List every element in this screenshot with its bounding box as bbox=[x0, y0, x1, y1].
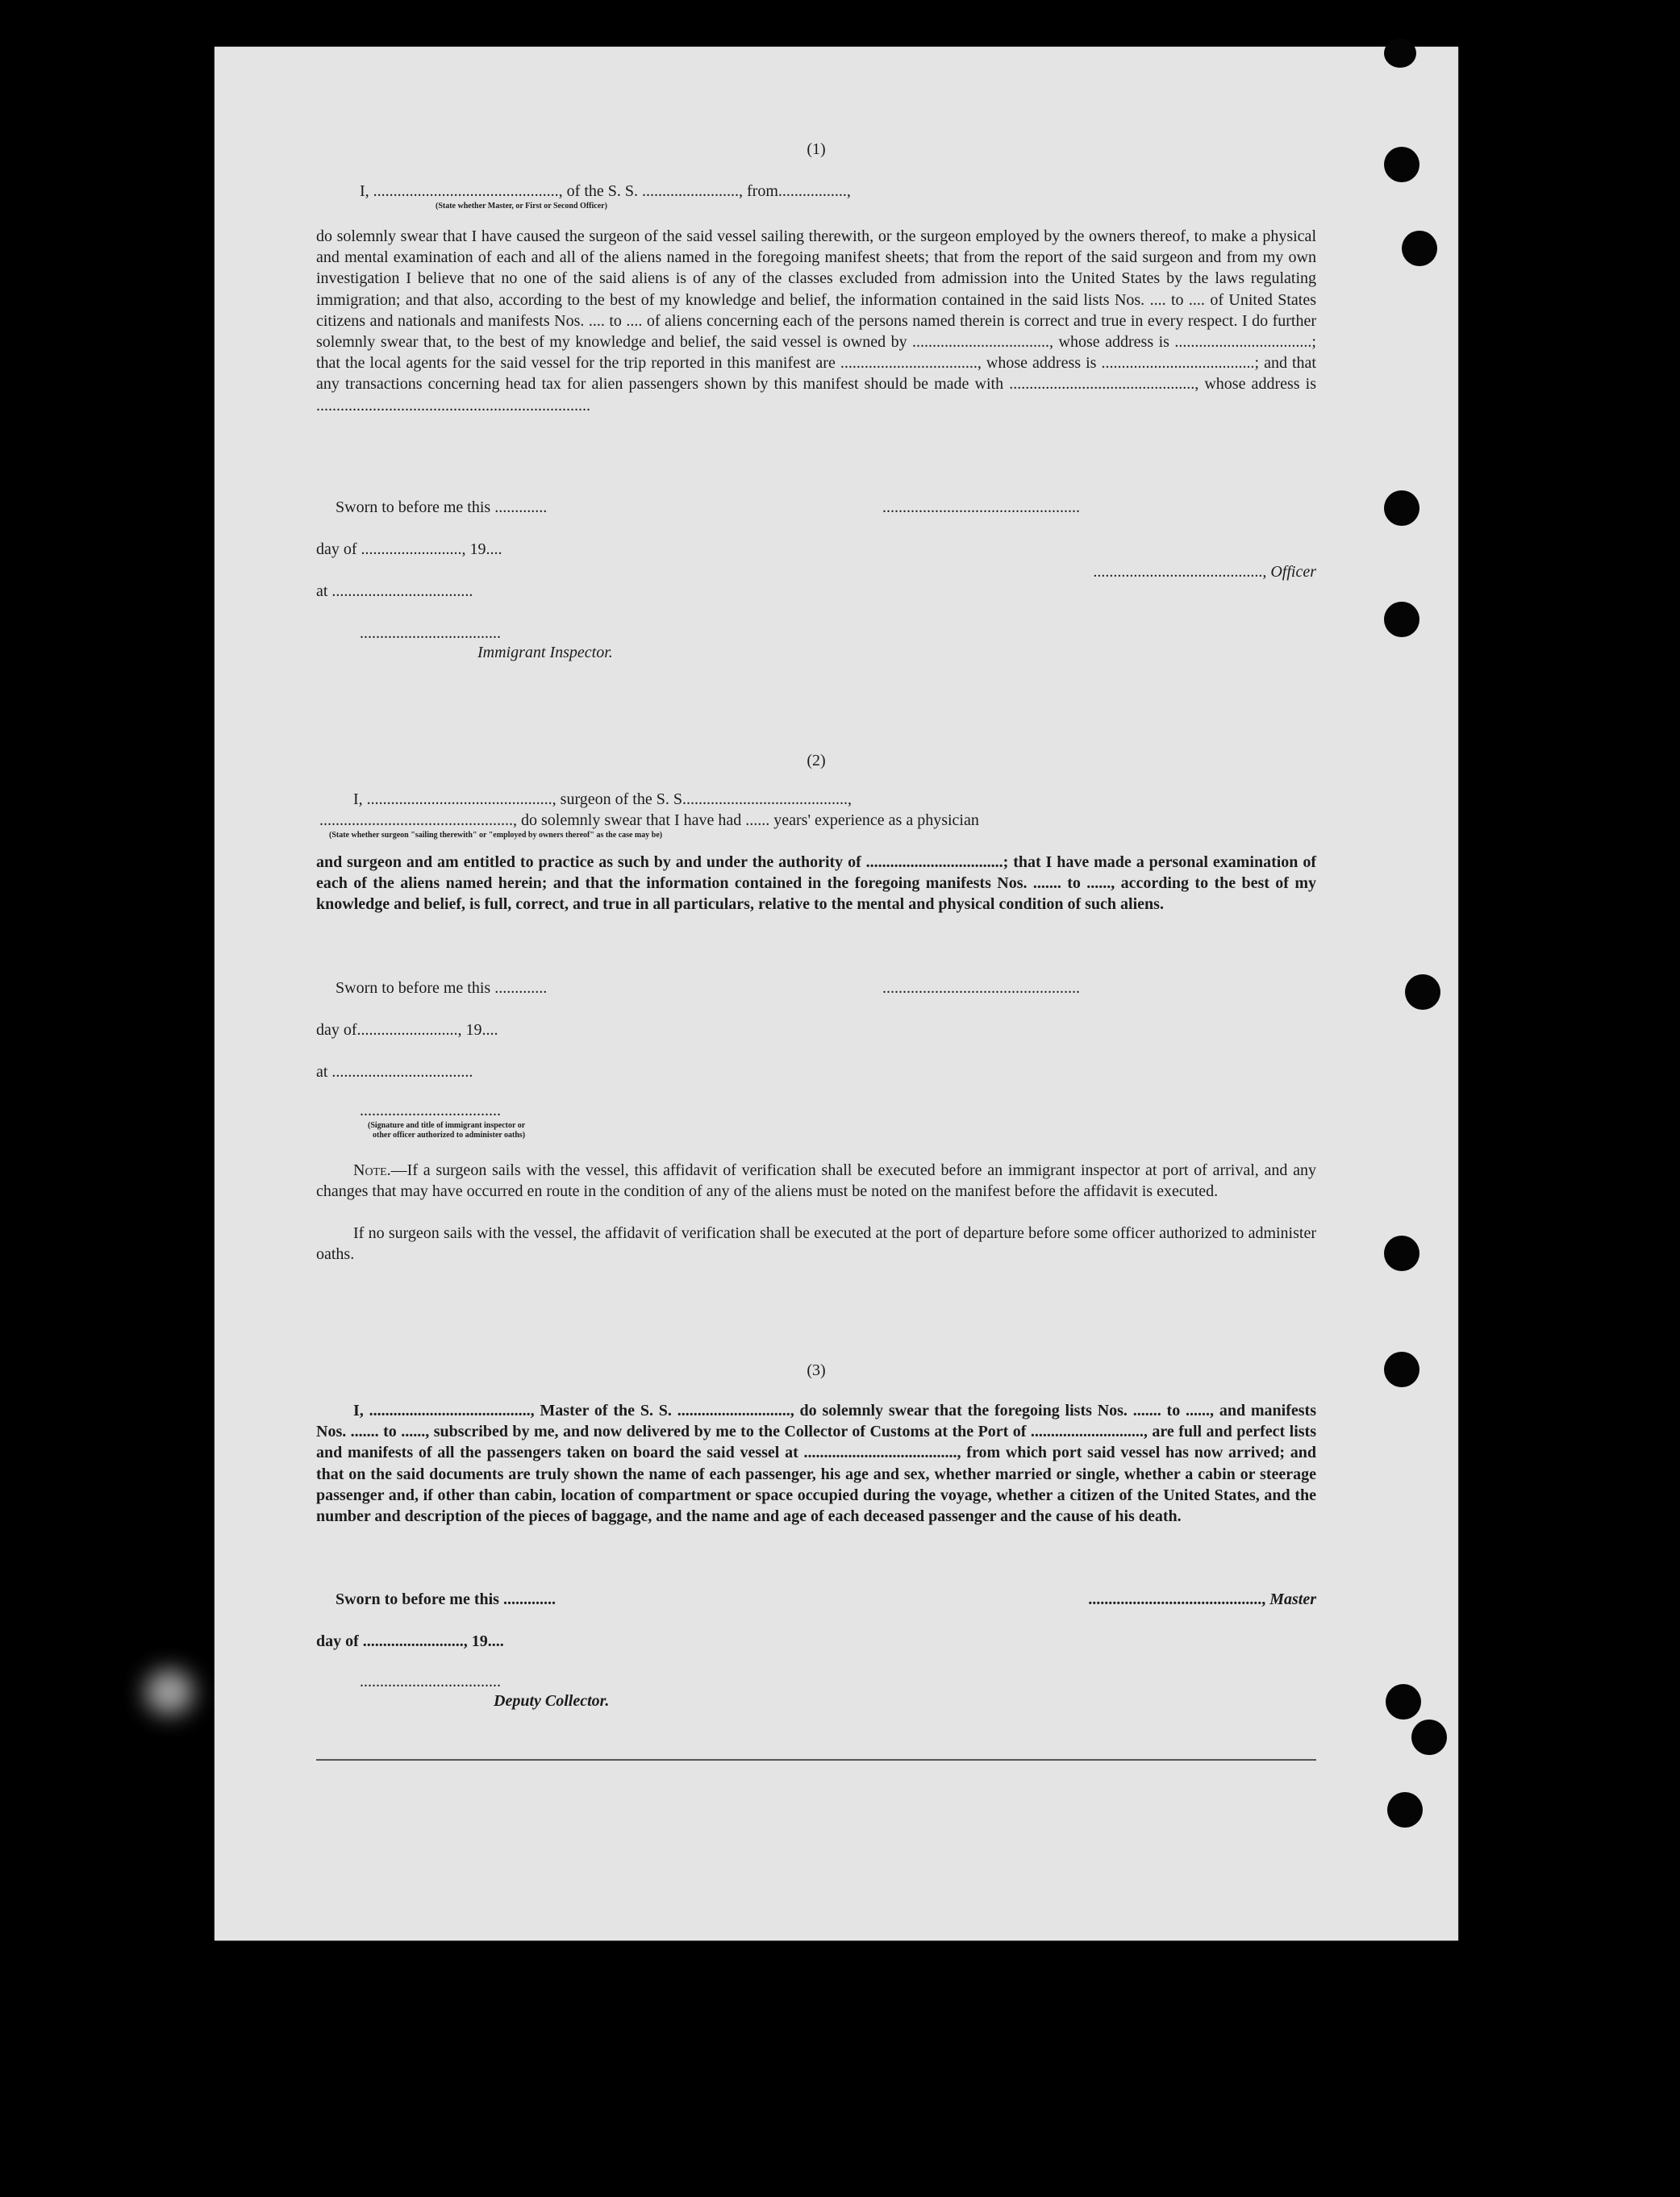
punch-hole bbox=[1402, 231, 1437, 266]
surgeon-paragraph: and surgeon and am entitled to practice as such by and under the authority of ..................................; that I have made a personal examination of each of the aliens named herein; and that the information contained in the foregoing manifests Nos. ....... to ......, according to the best of my knowledge and belief, is full, correct, and true in all particulars, relative to the mental and physical condition of such aliens. bbox=[316, 853, 1316, 914]
note-paragraph-2: If no surgeon sails with the vessel, the affidavit of verification shall be executed at the port of departure before some officer authorized to administer oaths. bbox=[316, 1224, 1316, 1264]
sworn-line: Sworn to before me this ............. bbox=[336, 498, 548, 516]
note-paragraph bbox=[316, 1160, 1316, 1202]
master-paragraph: I, ........................................, Master of the S. S. ............................, do solemnly swear that the foregoing lists Nos. ....... to ......, and manifests Nos. ....... to ......, subscribed by me, and now delivered by me to the Collector of Customs at the Port of ............................, are full and perfect lists and manifests of all the passengers taken on board the said vessel at ......................................, from which port said vessel has now arrived; and that on the said documents are truly shown the name of each passenger, his age and sex, whether married or single, whether a cabin or steerage passenger and, if other than cabin, location of compartment or space occupied during the voyage, whether a citizen of the United States, and the number and description of the pieces of baggage, and the name and age of each deceased passenger and the cause of his death. bbox=[316, 1402, 1316, 1526]
at-line: at ................................... bbox=[316, 582, 473, 600]
section-number: (1) bbox=[807, 140, 826, 158]
master-line bbox=[1088, 1590, 1316, 1609]
section-number: (3) bbox=[807, 1361, 826, 1379]
inspector-title: Immigrant Inspector. bbox=[477, 644, 613, 661]
punch-hole bbox=[1387, 1792, 1423, 1828]
sworn-line: Sworn to before me this ............. bbox=[336, 979, 548, 997]
punch-hole bbox=[1384, 39, 1416, 68]
day-line: day of........................., 19.... bbox=[316, 1021, 498, 1039]
note-text: —If a surgeon sails with the vessel, this affidavit of verification shall be executed before an immigrant inspector at port of arrival, and any changes that may have occurred en route in the condition of any of the aliens must be noted on the manifest before the affidavit is executed. bbox=[316, 1161, 1316, 1201]
officer-line bbox=[1093, 563, 1316, 582]
bottom-rule bbox=[316, 1759, 1316, 1761]
note-label: Note. bbox=[353, 1161, 391, 1179]
punch-hole bbox=[1384, 147, 1419, 182]
officer-title: Officer bbox=[1270, 563, 1316, 581]
at-line: at ................................... bbox=[316, 1063, 473, 1081]
scan-light-blur bbox=[145, 1670, 194, 1715]
oath-paragraph: do solemnly swear that I have caused the surgeon of the said vessel sailing therewith, or the surgeon employed by the owners thereof, to make a physical and mental examination of each and all of the aliens named in the foregoing manifest sheets; that from the report of the said surgeon and from my own investigation I believe that no one of the said aliens is of any of the classes excluded from admission into the United States by the laws regulating immigration; and that also, according to the best of my knowledge and belief, the information contained in the said lists Nos. .... to .... of United States citizens and nationals and manifests Nos. .... to .... of aliens concerning each of the persons named therein is correct and true in every respect. I do further solemnly swear that, to the best of my knowledge and belief, the said vessel is owned by .................................., whose address is ..................................; that the local agents for the said vessel for the trip reported in this manifest are .................................., whose address is ......................................; and that any transactions concerning head tax for alien passengers shown by this manifest should be made with .............................................., whose address is .................................................................... bbox=[316, 227, 1316, 415]
collector-title: Deputy Collector. bbox=[494, 1692, 610, 1710]
punch-hole bbox=[1411, 1720, 1447, 1755]
officer-dots: .........................................., bbox=[1093, 563, 1271, 581]
oath-line: I, .............................................., of the S. S. ........................, from................., bbox=[360, 182, 851, 200]
punch-hole bbox=[1384, 490, 1419, 526]
master-dots: ..........................................., bbox=[1088, 1590, 1270, 1608]
inspector-note-1: (Signature and title of immigrant inspector or bbox=[368, 1121, 526, 1130]
day-line: day of ........................., 19.... bbox=[316, 1632, 504, 1650]
punch-hole bbox=[1384, 602, 1419, 637]
signature-line: ................................................. bbox=[882, 498, 1080, 516]
collector-dots: ................................... bbox=[360, 1673, 501, 1690]
punch-hole bbox=[1384, 1236, 1419, 1271]
day-line: day of ........................., 19.... bbox=[316, 540, 502, 558]
inspector-dots: ................................... bbox=[360, 624, 501, 642]
section-number: (2) bbox=[807, 752, 826, 769]
master-title: Master bbox=[1269, 1590, 1316, 1608]
oath-note: (State whether Master, or First or Second Officer) bbox=[436, 202, 607, 211]
punch-hole bbox=[1386, 1684, 1421, 1720]
inspector-note-2: other officer authorized to administer oaths) bbox=[373, 1131, 526, 1140]
inspector-dots: ................................... bbox=[360, 1102, 501, 1119]
surgeon-line-2: ................................................, do solemnly swear that I have had ...... years' experience as a physician bbox=[319, 811, 979, 829]
punch-hole bbox=[1384, 1352, 1419, 1387]
punch-hole bbox=[1405, 974, 1440, 1010]
signature-line: ................................................. bbox=[882, 979, 1080, 997]
surgeon-line-1: I, .............................................., surgeon of the S. S........................................., bbox=[353, 790, 852, 808]
sworn-line: Sworn to before me this ............. bbox=[336, 1590, 556, 1608]
surgeon-note: (State whether surgeon "sailing therewith" or "employed by owners thereof" as the case may be) bbox=[329, 831, 663, 840]
